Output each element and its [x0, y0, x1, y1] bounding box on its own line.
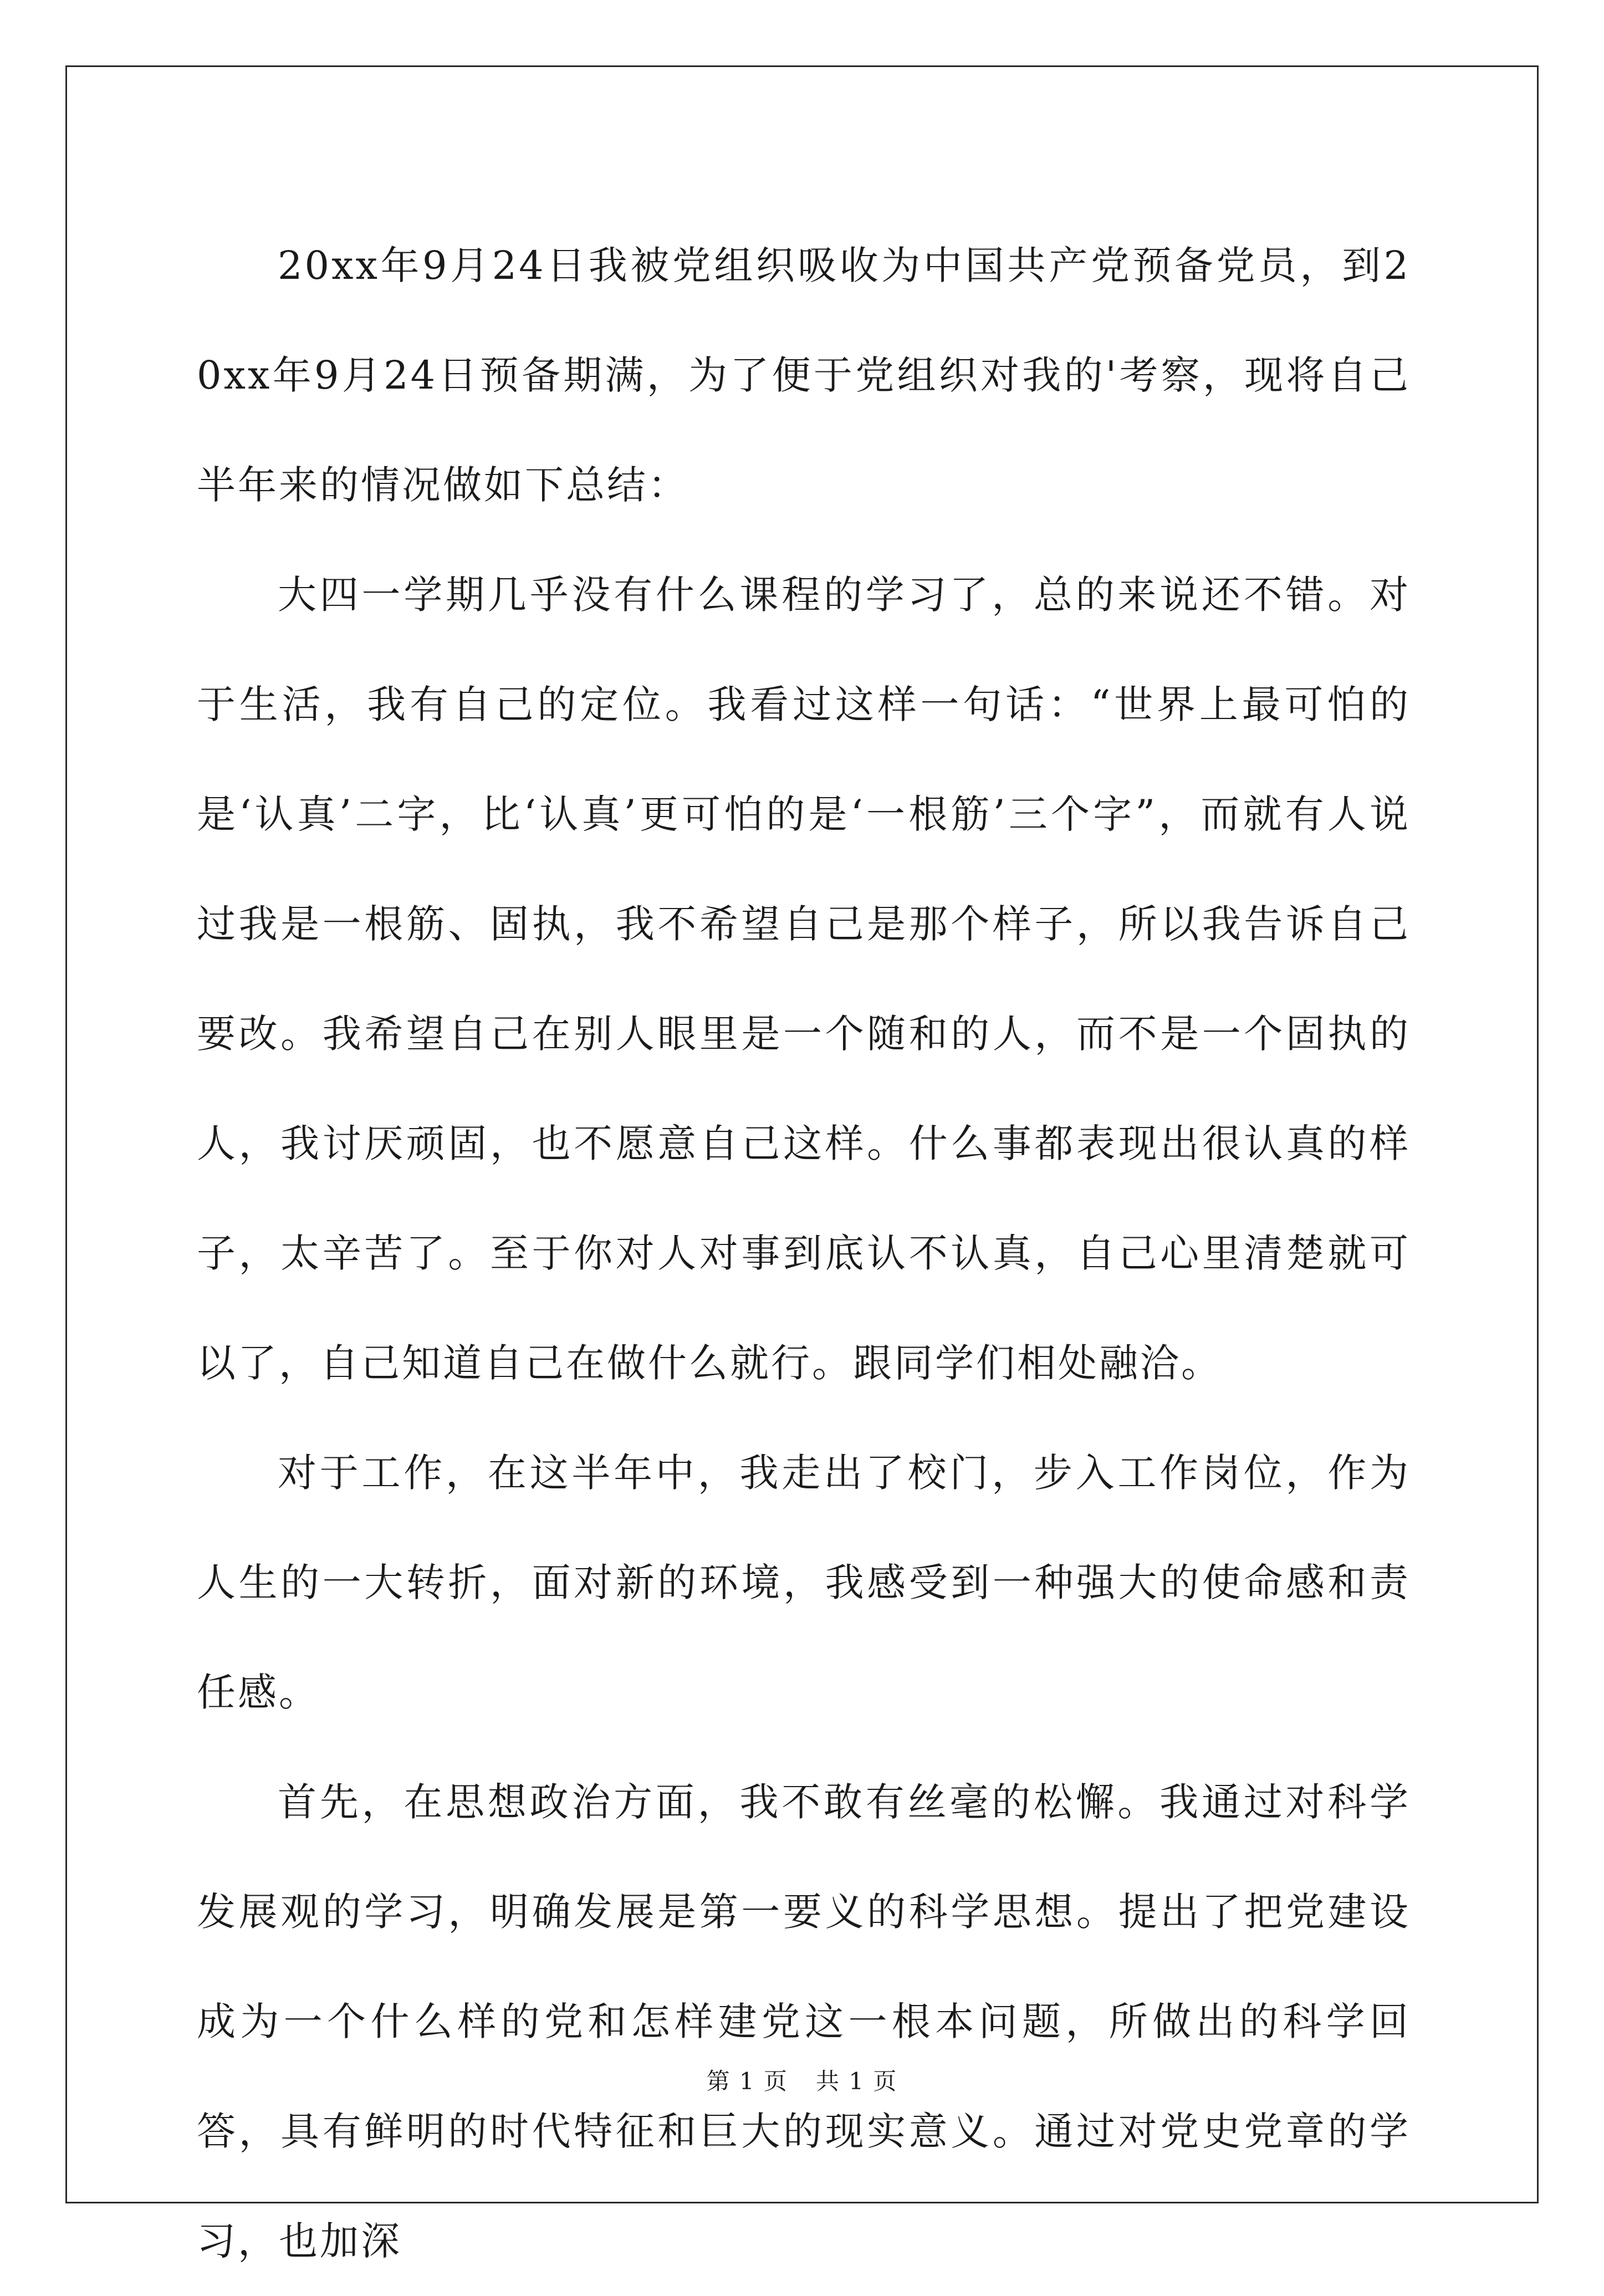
document-body — [197, 211, 1411, 2296]
page-footer — [0, 2063, 1604, 2096]
paragraph: 首先，在思想政治方面，我不敢有丝毫的松懈。我通过对科学发展观的学习，明确发展是第一要义的科学思想。提出了把党建设成为一个什么样的党和怎样建党这一根本问题，所做出的科学回答，具有鲜明的时代特征和巨大的现实意义。通过对党史党章的学习，也加深 — [197, 1779, 1411, 2264]
paragraph: 20xx年9月24日我被党组织吸收为中国共产党预备党员，到20xx年9月24日预备期满，为了便于党组织对我的'考察，现将自己半年来的情况做如下总结： — [197, 243, 1411, 508]
page-total: 共 1 页 — [816, 2068, 898, 2095]
paragraph: 大四一学期几乎没有什么课程的学习了，总的来说还不错。对于生活，我有自己的定位。我看过这样一句话：“世界上最可怕的是‘认真’二字，比‘认真’更可怕的是‘一根筋’三个字”，而就有人说过我是一根筋、固执，我不希望自己是那个样子，所以我告诉自己要改。我希望自己在别人眼里是一个随和的人，而不是一个固执的人，我讨厌顽固，也不愿意自己这样。什么事都表现出很认真的样子，太辛苦了。至于你对人对事到底认不认真，自己心里清楚就可以了，自己知道自己在做什么就行。跟同学们相处融洽。 — [197, 572, 1411, 1386]
page-number: 第 1 页 — [706, 2068, 788, 2095]
paragraph: 对于工作，在这半年中，我走出了校门，步入工作岗位，作为人生的一大转折，面对新的环境，我感受到一种强大的使命感和责任感。 — [197, 1450, 1411, 1715]
